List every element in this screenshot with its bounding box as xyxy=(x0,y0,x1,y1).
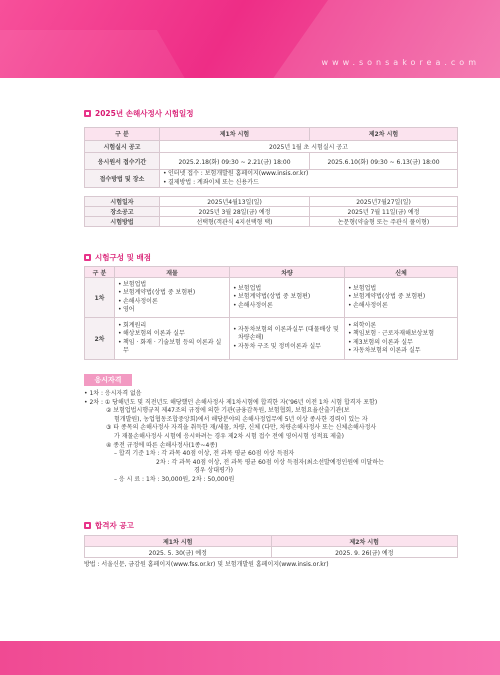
list-item: • 책임 · 화재 · 기술보험 등의 이론과 실무 xyxy=(118,339,226,356)
list-item: • 보험업법 xyxy=(348,285,454,294)
text-line: ③ 타 종목의 손해사정사 자격을 취득한 재/세물, 차량, 신체 (다만, 차량손해사정사 또는 신체손해사정사 xyxy=(106,424,377,432)
text-line: • 2차 : ① 당해년도 및 직전년도 해당했던 손해사정사 제1차시험에 합격한 자(’96년 이전 1차 시험 합격자 포함) xyxy=(84,398,378,406)
list-item: • 해상보험의 이론과 실무 xyxy=(118,330,226,339)
list-item: • 손해사정이론 xyxy=(233,302,341,311)
table-header: 차량 xyxy=(230,267,345,278)
section-bullet-icon xyxy=(84,522,91,529)
row-label: 시험방법 xyxy=(85,217,160,227)
table-cell: 2025. 5. 30(금) 예정 xyxy=(85,547,272,558)
row-label: 2차 xyxy=(85,318,115,360)
list-item: • 결제방법 : 계좌이체 또는 신용카드 xyxy=(163,179,454,188)
table-header: 제2차 시험 xyxy=(271,536,458,547)
table-cell xyxy=(115,318,230,360)
table-cell: 2025년 1월 초 시험실시 공고 xyxy=(160,140,458,153)
row-label: 장소공고 xyxy=(85,207,160,217)
text-line: 험개발원), 농업협동조합중앙회)에서 해당분야의 손해사정업무에 5년 이상 종사한 경력이 있는 자 xyxy=(114,415,368,423)
section-title-eligibility: 응시자격 xyxy=(84,374,132,386)
list-item: • 보험업법 xyxy=(118,281,226,290)
table-cell: 선택형(객관식 4지선택형 택) xyxy=(160,217,310,227)
table-header: 구 분 xyxy=(85,267,115,278)
table-header: 구 분 xyxy=(85,128,160,141)
eligibility-text xyxy=(84,390,464,485)
exam-detail-table xyxy=(84,196,458,227)
text-line: – 합격 기준 1차 : 각 과목 40점 이상, 전 과목 평균 60점 이상 득점자 xyxy=(114,450,295,458)
table-cell xyxy=(345,318,458,360)
text-line: 2차 : 각 과목 40점 이상, 전 과목 평균 60점 이상 득점자(최소선발예정인원에 미달하는 xyxy=(156,458,384,466)
schedule-table xyxy=(84,127,458,188)
table-header: 제2차 시험 xyxy=(310,128,458,141)
table-header: 제1차 시험 xyxy=(160,128,310,141)
section-title-schedule: 2025년 손해사정사 시험일정 xyxy=(84,108,194,119)
list-item: • 자동차보험의 이론과 실무 xyxy=(348,347,454,356)
list-item: • 자동차 구조 및 정비이론과 실무 xyxy=(233,343,341,352)
table-header: 신체 xyxy=(345,267,458,278)
table-cell xyxy=(230,278,345,318)
list-item: • 자동차보험의 이론과실무 (대물배상 및 차량손해) xyxy=(233,326,341,343)
text-line: – 응 시 료 : 1차 : 30,000원, 2차 : 50,000원 xyxy=(114,475,235,483)
table-cell: 2025년7월27일(일) xyxy=(310,197,458,207)
page-footer-banner xyxy=(0,641,500,675)
announcement-method-note: 방법 : 서울신문, 금감원 홈페이지(www.fss.or.kr) 및 보험개발원 홈페이지(www.insis.or.kr) xyxy=(84,561,329,568)
text-line: ② 보험업법시행규칙 제47조의 규정에 의한 기관(금융감독원, 보험협회, 보험요율산출기관(보 xyxy=(106,407,350,415)
table-cell: 2025년4월13일(일) xyxy=(160,197,310,207)
row-label: 응시원서 접수기간 xyxy=(85,153,160,170)
row-label: 시험일자 xyxy=(85,197,160,207)
section-title-announcement: 합격자 공고 xyxy=(84,520,134,531)
list-item: • 보험계약법(상법 중 보험편) xyxy=(233,293,341,302)
text-line: ④ 종전 규정에 따른 손해사정사(1종~4종) xyxy=(106,441,218,449)
table-cell xyxy=(345,278,458,318)
site-url: www.sonsakorea.com xyxy=(321,58,480,67)
list-item: • 인터넷 접수 : 보험개발원 홈페이지(www.insis.or.kr) xyxy=(163,170,454,179)
list-item: • 손해사정이론 xyxy=(118,298,226,307)
list-item: • 제3보험의 이론과 실무 xyxy=(348,339,454,348)
header-decoration xyxy=(0,30,203,78)
row-label: 접수방법 및 장소 xyxy=(85,170,160,188)
table-header: 재물 xyxy=(115,267,230,278)
list-item: • 보험계약법(상법 중 보험편) xyxy=(118,289,226,298)
list-item: • 영어 xyxy=(118,306,226,315)
table-cell: 2025. 9. 26(금) 예정 xyxy=(271,547,458,558)
text-line: • 1차 : 응시자격 없음 xyxy=(84,390,142,397)
table-cell: 2025.6.10(화) 09:30 ~ 6.13(금) 18:00 xyxy=(310,153,458,170)
table-cell xyxy=(230,318,345,360)
text-line: 경우 상대평가) xyxy=(194,467,234,475)
row-label: 1차 xyxy=(85,278,115,318)
list-item: • 손해사정이론 xyxy=(348,302,454,311)
list-item: • 보험업법 xyxy=(233,285,341,294)
section-bullet-icon xyxy=(84,110,91,117)
text-line: 가 재물손해사정사 시험에 응시하려는 경우 제2차 시험 접수 전에 영어시험 성적표 제출) xyxy=(114,432,344,440)
list-item: • 보험계약법(상법 중 보험편) xyxy=(348,293,454,302)
section-bullet-icon xyxy=(84,254,91,261)
table-header: 제1차 시험 xyxy=(85,536,272,547)
row-label: 시험실시 공고 xyxy=(85,140,160,153)
announcement-table xyxy=(84,535,458,558)
table-cell: 논문형(약술형 또는 주관식 풀이형) xyxy=(310,217,458,227)
table-cell xyxy=(115,278,230,318)
list-item: • 책임보험 · 근로자재해보상보험 xyxy=(348,330,454,339)
page-header-banner xyxy=(0,0,500,78)
table-cell xyxy=(160,170,458,188)
list-item: • 회계원리 xyxy=(118,322,226,331)
section-title-composition: 시험구성 및 배점 xyxy=(84,252,151,263)
table-cell: 2025년 7월 11일(금) 예정 xyxy=(310,207,458,217)
exam-subjects-table xyxy=(84,266,458,360)
table-cell: 2025년 3월 28일(금) 예정 xyxy=(160,207,310,217)
table-cell: 2025.2.18(화) 09:30 ~ 2.21(금) 18:00 xyxy=(160,153,310,170)
list-item: • 의학이론 xyxy=(348,322,454,331)
